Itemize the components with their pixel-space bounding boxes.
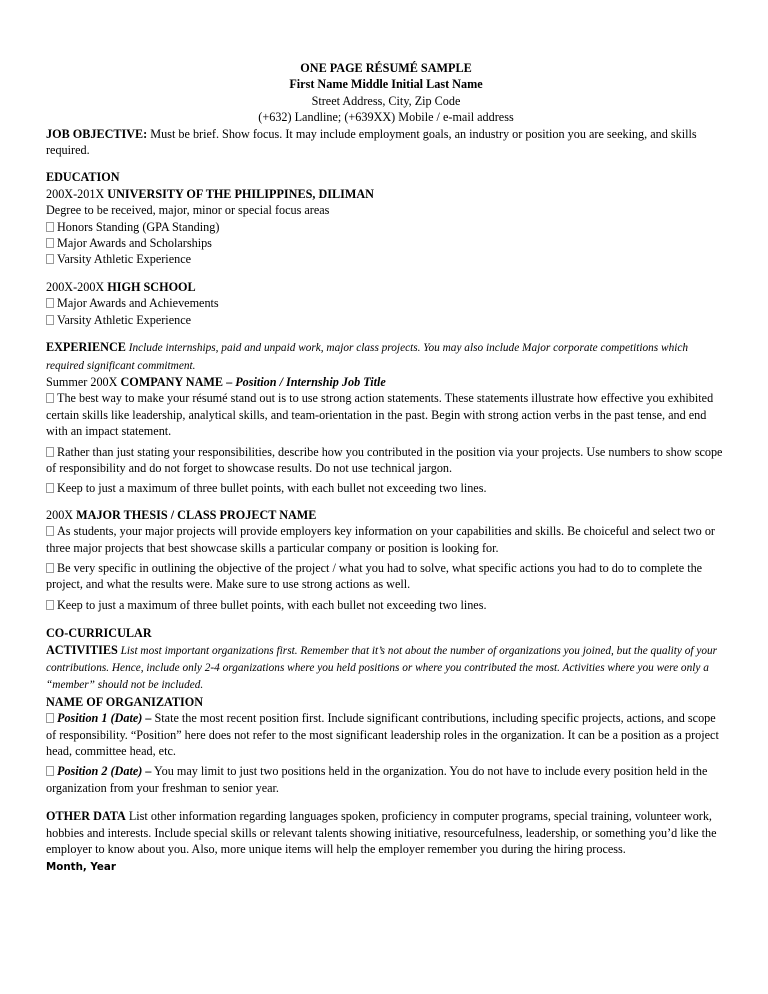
list-item: Major Awards and Achievements [46, 295, 726, 311]
bullet-icon [46, 563, 54, 573]
other-data-text: List other information regarding languages spoken, proficiency in computer programs, special training, volunteer work, hobbies and interests. Include special skills or relevant talents showing initiative, resourcefulness, leadership, or something you’d like the employer to know about you. Also, more unique items will help the employer remember you during the hiring process. [46, 809, 717, 857]
list-item: Honors Standing (GPA Standing) [46, 219, 726, 235]
bullet-icon [46, 298, 54, 308]
list-item: Position 1 (Date) – State the most recent position first. Include significant contributions, including specific projects, actions, and scope of responsibility. “Position” here does not refer to the most significant leadership roles in the organization. It can be a position as a project head, committee head, etc. [46, 711, 719, 759]
highschool-years: 200X-200X [46, 279, 108, 294]
highschool-name: HIGH SCHOOL [107, 279, 196, 294]
thesis-line [46, 507, 726, 523]
bullet-icon [46, 315, 54, 325]
list-item: As students, your major projects will provide employers key information on your capabilities and skills. Be choiceful and select two or three major projects that best showcase skills a particular company or position is looking for. [46, 524, 715, 555]
objective-text: Must be brief. Show focus. It may include employment goals, an industry or position you are seeking, and skills required. [46, 126, 697, 158]
experience-block [46, 339, 726, 374]
resume-page [46, 60, 726, 876]
list-item: Varsity Athletic Experience [46, 251, 726, 267]
other-data-label: OTHER DATA [46, 809, 126, 824]
bullet-icon [46, 600, 54, 610]
organization-name: NAME OF ORGANIZATION [46, 694, 204, 709]
list-item: Keep to just a maximum of three bullet points, with each bullet not exceeding two lines. [46, 597, 726, 613]
company-name: COMPANY NAME – [120, 374, 236, 389]
degree-line: Degree to be received, major, minor or special focus areas [46, 203, 330, 218]
education-heading: EDUCATION [46, 170, 120, 185]
address-line: Street Address, City, Zip Code [311, 93, 461, 108]
job-date: Summer 200X [46, 374, 121, 389]
highschool-line [46, 279, 726, 295]
activities-block [46, 642, 726, 694]
list-item: Varsity Athletic Experience [46, 312, 726, 328]
bullet-icon [46, 713, 54, 723]
bullet-icon [46, 766, 54, 776]
cocurricular-heading: CO-CURRICULAR [46, 626, 152, 641]
college-line [46, 186, 726, 202]
resume-title: ONE PAGE RÉSUMÉ SAMPLE [300, 61, 472, 75]
bullet-icon [46, 393, 54, 403]
bullet-icon [46, 526, 54, 536]
applicant-name: First Name Middle Initial Last Name [289, 77, 483, 92]
bullet-icon [46, 483, 54, 493]
other-data [46, 808, 726, 857]
list-item: The best way to make your résumé stand out is to use strong action statements. These statements illustrate how effective you exhibited certain skills like leadership, analytical skills, and team-orientation in the past. Begin with strong action verbs in the past tense, and end with an impact statement. [46, 391, 714, 439]
activities-note: List most important organizations first. Remember that it’s not about the number of organizations you joined, but the quality of your contributions. Hence, include only 2-4 organizations where you held positions or where you contributed the most. Activities where you were only a “member” should not be included. [46, 644, 718, 692]
bullet-icon [46, 238, 54, 248]
thesis-title: MAJOR THESIS / CLASS PROJECT NAME [76, 507, 317, 522]
college-years: 200X-201X [46, 186, 108, 201]
job-line [46, 374, 726, 390]
date-hint: Month, Year [46, 861, 116, 874]
list-item: Position 2 (Date) – You may limit to just two positions held in the organization. You do not have to include every position held in the organization from your freshman to senior year. [46, 764, 708, 795]
thesis-date: 200X [46, 507, 77, 522]
experience-note: Include internships, paid and unpaid work, major class projects. You may also include Major corporate competitions which required significant commitment. [46, 342, 689, 372]
list-item: Keep to just a maximum of three bullet points, with each bullet not exceeding two lines. [46, 480, 726, 496]
objective-label: JOB OBJECTIVE: [46, 126, 148, 141]
list-item: Be very specific in outlining the objective of the project / what you had to solve, what specific actions you had to do to complete the project, and what the results were. Make sure to use strong actions as well. [46, 560, 703, 592]
experience-heading: EXPERIENCE [46, 340, 126, 355]
list-item: Major Awards and Scholarships [46, 235, 726, 251]
job-objective [46, 126, 726, 159]
bullet-icon [46, 254, 54, 264]
bullet-icon [46, 447, 54, 457]
job-title: Position / Internship Job Title [235, 374, 386, 389]
list-item: Rather than just stating your responsibilities, describe how you contributed in the position via your projects. Use numbers to show scope of responsibility and do not forget to showcase results. Do not use technical jargon. [46, 444, 723, 475]
contact-line: (+632) Landline; (+639XX) Mobile / e-mail address [258, 110, 514, 125]
bullet-icon [46, 222, 54, 232]
college-name: UNIVERSITY OF THE PHILIPPINES, DILIMAN [107, 186, 374, 201]
activities-heading: ACTIVITIES [46, 642, 118, 657]
